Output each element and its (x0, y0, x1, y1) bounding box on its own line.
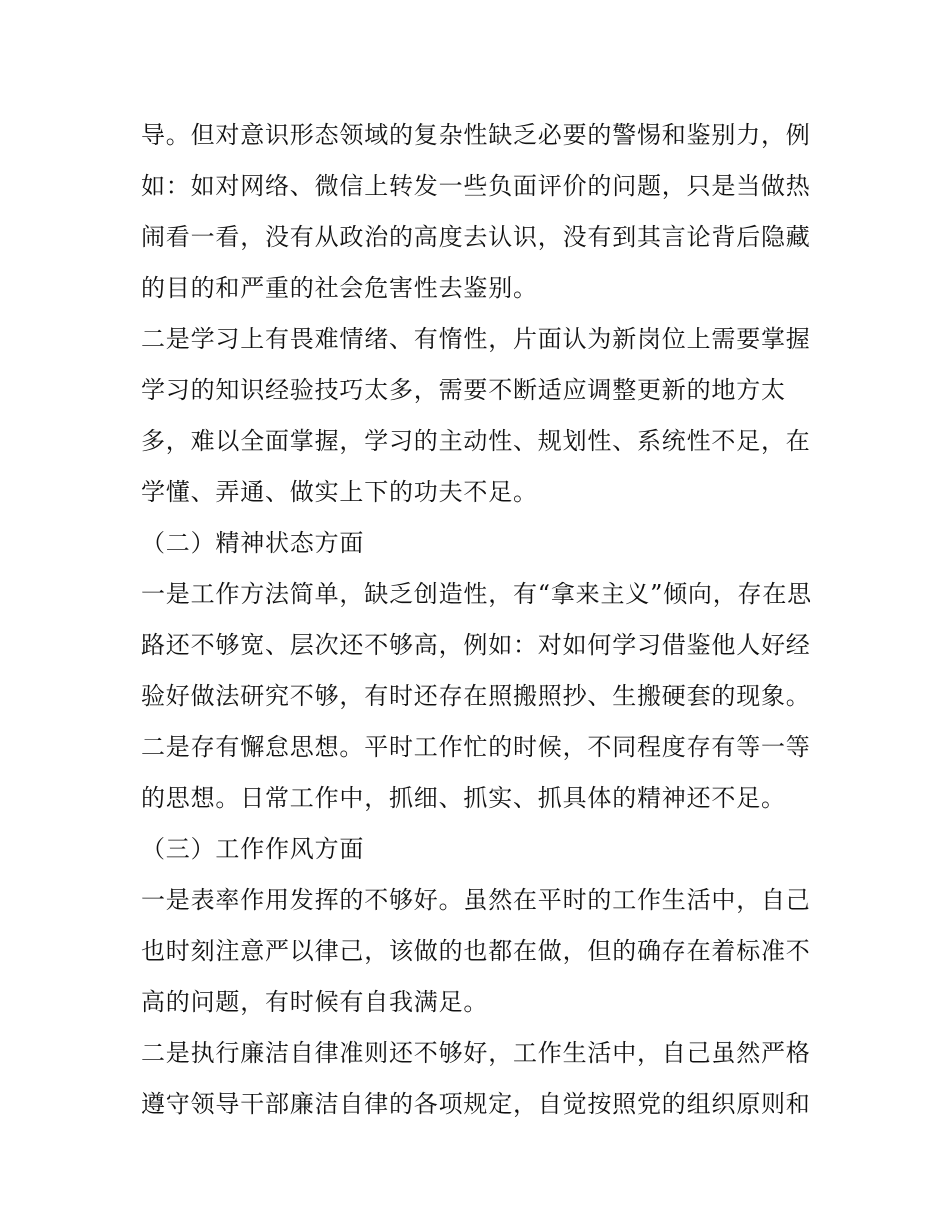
section-heading: （三）工作作风方面 (141, 835, 365, 863)
text-line: 的思想。日常工作中，抓细、抓实、抓具体的精神还不足。 (141, 784, 786, 812)
text-line: 如：如对网络、微信上转发一些负面评价的问题，只是当做热 (141, 172, 811, 200)
section-heading: （二）精神状态方面 (141, 529, 365, 557)
text-line: 二是存有懈怠思想。平时工作忙的时候，不同程度存有等一等 (141, 733, 811, 761)
text-line: 学习的知识经验技巧太多，需要不断适应调整更新的地方太 (141, 376, 786, 404)
text-line: 导。但对意识形态领域的复杂性缺乏必要的警惕和鉴别力，例 (141, 121, 811, 149)
text-line: 验好做法研究不够，有时还存在照搬照抄、生搬硬套的现象。 (141, 682, 811, 710)
text-line: 学懂、弄通、做实上下的功夫不足。 (141, 478, 538, 506)
text-line: 二是执行廉洁自律准则还不够好，工作生活中，自己虽然严格 (141, 1039, 811, 1067)
text-line: 也时刻注意严以律己，该做的也都在做，但的确存在着标准不 (141, 937, 811, 965)
text-line: 二是学习上有畏难情绪、有惰性，片面认为新岗位上需要掌握 (141, 325, 811, 353)
text-line: 路还不够宽、层次还不够高，例如：对如何学习借鉴他人好经 (141, 631, 811, 659)
body-text (141, 110, 821, 1130)
text-line: 高的问题，有时候有自我满足。 (141, 988, 489, 1016)
text-line: 一是表率作用发挥的不够好。虽然在平时的工作生活中，自己 (141, 886, 811, 914)
text-line: 遵守领导干部廉洁自律的各项规定，自觉按照党的组织原则和 (141, 1090, 811, 1118)
text-line: 的目的和严重的社会危害性去鉴别。 (141, 274, 538, 302)
text-line: 闹看一看，没有从政治的高度去认识，没有到其言论背后隐藏 (141, 223, 811, 251)
text-line: 多，难以全面掌握，学习的主动性、规划性、系统性不足，在 (141, 427, 811, 455)
text-line: 一是工作方法简单，缺乏创造性，有“拿来主义”倾向，存在思 (141, 580, 812, 608)
